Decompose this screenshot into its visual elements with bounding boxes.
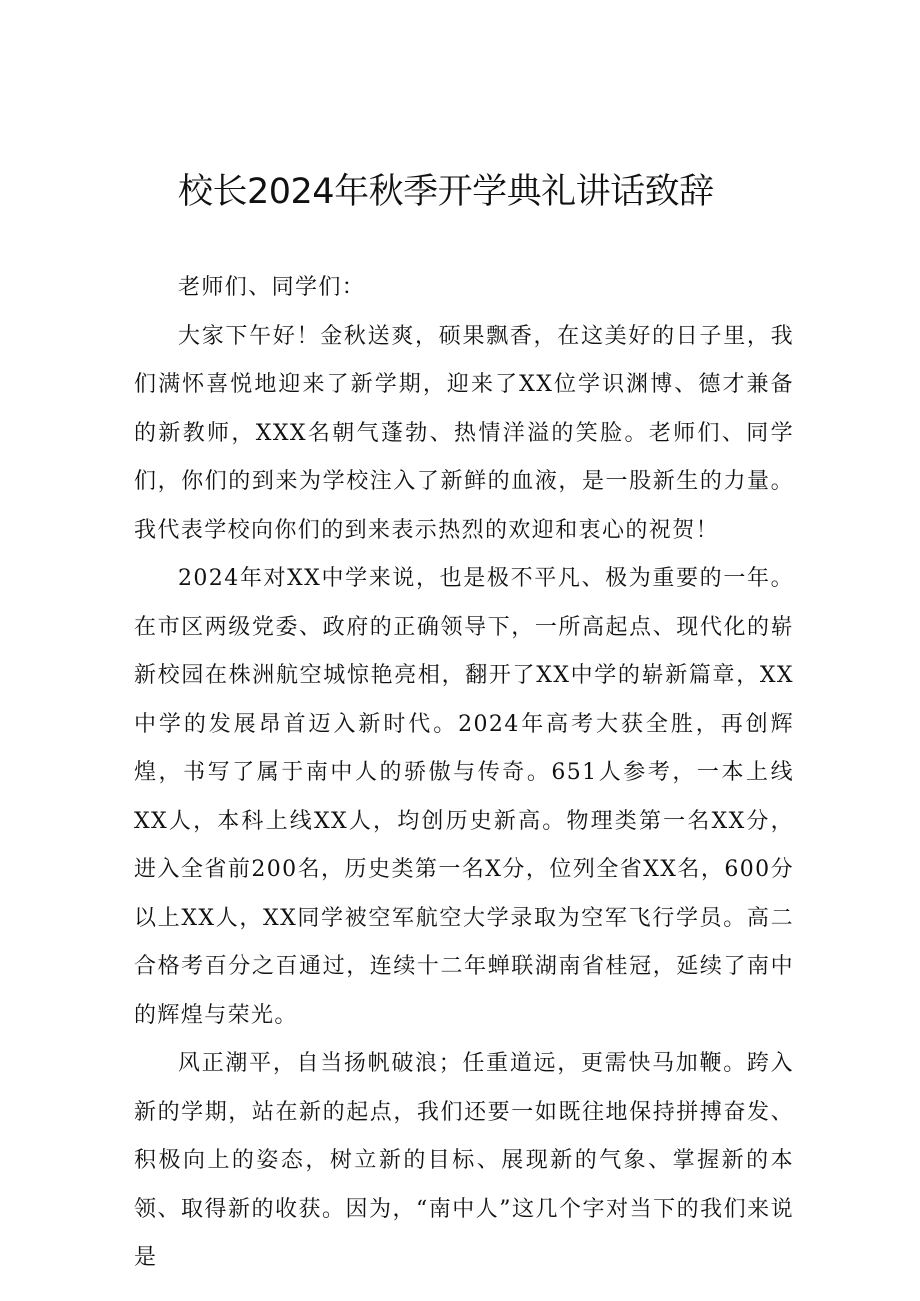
greeting: 老师们、同学们： xyxy=(178,275,366,300)
paragraph-2: 2024年对XX中学来说，也是极不平凡、极为重要的一年。在市区两级党委、政府的正确领导下，一所高起点、现代化的崭新校园在株洲航空城惊艳亮相，翻开了XX中学的崭新篇章，XX中学的发展昂首迈入新时代。2024年高考大获全胜，再创辉煌，书写了属于南中人的骄傲与传奇。651人参考，一本上线XX人，本科上线XX人，均创历史新高。物理类第一名XX分，进入全省前200名，历史类第一名X分，位列全省XX名，600分以上XX人，XX同学被空军航空大学录取为空军飞行学员。高二合格考百分之百通过，连续十二年蝉联湖南省桂冠，延续了南中的辉煌与荣光。 xyxy=(134,566,794,1028)
document-title: 校长2024年秋季开学典礼讲话致辞 xyxy=(178,172,714,212)
paragraph-1: 大家下午好！金秋送爽，硕果飘香，在这美好的日子里，我们满怀喜悦地迎来了新学期，迎来了XX位学识渊博、德才兼备的新教师，XXX名朝气蓬勃、热情洋溢的笑脸。老师们、同学们，你们的到来为学校注入了新鲜的血液，是一股新生的力量。我代表学校向你们的到来表示热烈的欢迎和衷心的祝贺！ xyxy=(134,323,794,543)
paragraph-3: 风正潮平，自当扬帆破浪；任重道远，更需快马加鞭。跨入新的学期，站在新的起点，我们还要一如既往地保持拼搏奋发、积极向上的姿态，树立新的目标、展现新的气象、掌握新的本领、取得新的收获。因为，“南中人”这几个字对当下的我们来说是 xyxy=(134,1051,794,1270)
document-body xyxy=(134,264,794,1283)
